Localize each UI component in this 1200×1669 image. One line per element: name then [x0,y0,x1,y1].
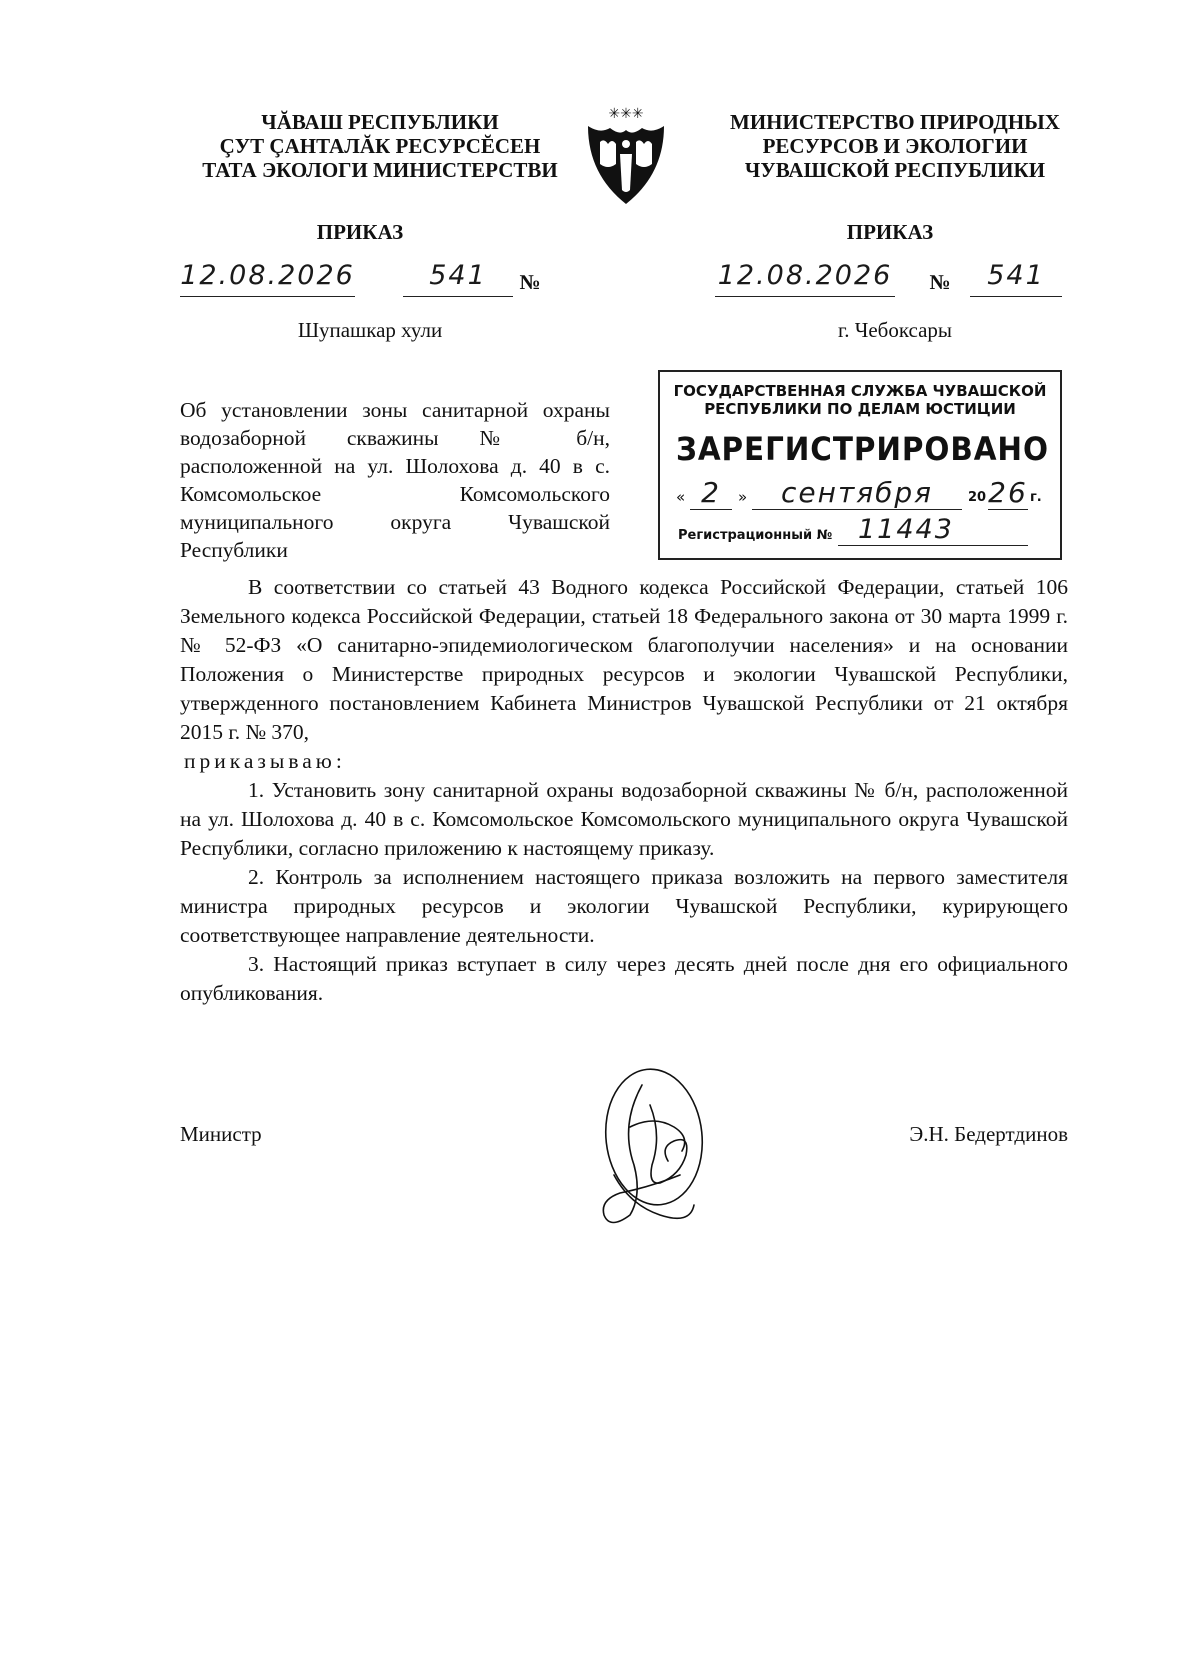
right-date: 12.08.2026 [715,260,895,297]
stamp-year-prefix: 20 [968,490,987,505]
right-prikaz-title: ПРИКАЗ [846,220,934,244]
left-number-sign: № [519,270,541,294]
order-item-3: 3. Настоящий приказ вступает в силу через десять дней после дня его официального опубликования. [180,952,1068,1005]
stamp-year-suffix: 26 [988,476,1028,509]
signature-position: Министр [180,1122,262,1146]
handwritten-signature [590,1065,720,1235]
order-item-1: 1. Установить зону санитарной охраны водозаборной скважины № б/н, расположенной на ул. Шолохова д. 40 в с. Комсомольское Комсомольского муниципального округа Чувашской Республики, согласно приложению к настоящему приказу. [180,778,1068,860]
left-prikaz-title: ПРИКАЗ [316,220,404,244]
order-subject: Об установлении зоны санитарной охраны водозаборной скважины № б/н, расположенной на ул. Шолохова д. 40 в с. Комсомольское Комсомольского муниципального округа Чувашской Республики [180,398,610,562]
left-place: Шупашкар хули [297,318,443,342]
stamp-day: 2 [690,476,732,510]
stamp-reg-line [660,514,1060,550]
header-left-line-1: ЧĂВАШ РЕСПУБЛИКИ [261,110,499,134]
order-body [180,573,1068,1008]
stamp-open-quote: « [676,488,686,506]
registration-stamp [658,370,1062,560]
stamp-org-line-2: РЕСПУБЛИКИ ПО ДЕЛАМ ЮСТИЦИИ [704,400,1016,418]
svg-text:✳✳✳: ✳✳✳ [608,106,644,122]
left-number: 541 [403,260,513,297]
preamble-paragraph: В соответствии со статьей 43 Водного кодекса Российской Федерации, статьей 106 Земельного кодекса Российской Федерации, статьей 18 Федерального закона от 30 марта 1999 г. № 52-ФЗ «О санитарно-эпидемиологическом благополучии населения» и на основании Положения о Министерстве природных ресурсов и экологии Чувашской Республики, утвержденного постановлением Кабинета Министров Чувашской Республики от 21 октября 2015 г. № 370, [180,575,1068,744]
stamp-close-quote: » [738,488,748,506]
left-date: 12.08.2026 [180,260,355,297]
header-right-line-1: МИНИСТЕРСТВО ПРИРОДНЫХ [730,110,1060,134]
signature-name: Э.Н. Бедертдинов [909,1122,1068,1146]
coat-of-arms-emblem [582,104,670,208]
header-left [200,110,560,182]
header-left-line-2: ÇУТ ÇАНТАЛĂК РЕСУРСĔСЕН [219,134,541,158]
header-right-line-3: ЧУВАШСКОЙ РЕСПУБЛИКИ [744,158,1046,182]
stamp-reg-number: 11443 [838,514,1028,546]
stamp-year-unit: г. [1030,490,1042,505]
right-number-sign: № [929,270,951,294]
stamp-month: сентября [752,476,962,510]
header-right-line-2: РЕСУРСОВ И ЭКОЛОГИИ [762,134,1028,158]
header-right [715,110,1075,182]
stamp-org-line-1: ГОСУДАРСТВЕННАЯ СЛУЖБА ЧУВАШСКОЙ [673,382,1047,400]
stamp-registered-title: ЗАРЕГИСТРИРОВАНО [676,430,1049,468]
header-left-line-3: ТАТА ЭКОЛОГИ МИНИСТЕРСТВИ [202,158,558,182]
stamp-date-line [660,474,1060,514]
right-number: 541 [970,260,1062,297]
order-item-2: 2. Контроль за исполнением настоящего приказа возложить на первого заместителя министра природных ресурсов и экологии Чувашской Республики, курирующего соответствующее направление деятельности. [180,865,1068,947]
order-word: приказываю: [184,749,346,773]
stamp-reg-label: Регистрационный № [678,528,833,543]
right-place: г. Чебоксары [837,318,953,342]
